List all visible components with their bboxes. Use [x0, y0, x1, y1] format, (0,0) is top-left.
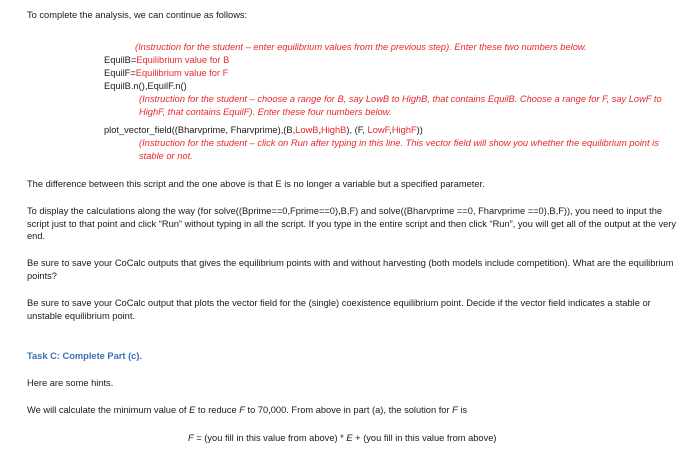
equilf-code: EquilF=: [104, 68, 136, 78]
paragraph-save-equilibrium: Be sure to save your CoCalc outputs that gives the equilibrium points with and without harvesting (both models include competition). What are the equilibrium points?: [27, 258, 674, 281]
paragraph-display-calculations: To display the calculations along the way (for solve((Bprime==0,Fprime==0),B,F) and solve((Bharvprime ==0, Fharvprime ==0),B,F)), you need to input the script just to that point and click “Run” without typing in all the script. If you type in the entire script and then click “Run”, you will get all of the output at the very end.: [27, 206, 677, 241]
instruction-choose-range: (Instruction for the student – choose a range for B, say LowB to HighB, that contains EquilB. Choose a range for F, say LowF to HighF, that contains EquilF). Enter these four numbers below.: [139, 94, 662, 117]
equilf-placeholder: Equilibrium value for F: [135, 68, 229, 78]
min-text-b: to reduce: [195, 405, 240, 415]
equil-n-line: EquilB.n(),EquilF.n(): [104, 81, 187, 91]
lowb-placeholder: LowB: [295, 125, 319, 135]
plot-code-part3: )): [416, 125, 423, 135]
min-text-c: to 70,000. From above in part (a), the solution for: [244, 405, 453, 415]
formula-variable-e: E: [346, 433, 353, 443]
paragraph-difference: The difference between this script and the one above is that E is no longer a variable but a specified parameter.: [27, 179, 485, 189]
equilb-line: [104, 54, 229, 67]
plot-code-comma1: ,: [318, 125, 322, 135]
formula-variable-f: F: [188, 433, 194, 443]
equilf-line: [104, 67, 228, 80]
instruction-enter-equilibrium: (Instruction for the student – enter equilibrium values from the previous step). Enter these two numbers below.: [135, 42, 587, 52]
formula-text-a: = (you fill in this value from above) *: [193, 433, 347, 443]
minimum-e-sentence: [27, 404, 467, 417]
variable-e: E: [189, 405, 196, 415]
instruction-click-run: (Instruction for the student – click on Run after typing in this line. This vector field will show you whether the equilibrium point is stable or not.: [139, 138, 659, 161]
formula-text-b: + (you fill in this value from above): [352, 433, 497, 443]
highb-placeholder: HighB: [321, 125, 347, 135]
hints-text: Here are some hints.: [27, 378, 114, 388]
highf-placeholder: HighF: [391, 125, 417, 135]
variable-f-2: F: [452, 405, 458, 415]
min-text-d: is: [457, 405, 468, 415]
equilb-placeholder: Equilibrium value for B: [136, 55, 230, 65]
plot-code-part2: ), (F,: [346, 125, 368, 135]
formula-line: [188, 432, 497, 445]
equilb-code: EquilB=: [104, 55, 137, 65]
plot-vector-field-line: [104, 124, 423, 137]
variable-f: F: [239, 405, 245, 415]
min-text-a: We will calculate the minimum value of: [27, 405, 190, 415]
plot-code-part1: plot_vector_field((Bharvprime, Fharvprime),(B,: [104, 125, 296, 135]
plot-code-comma2: ,: [389, 125, 392, 135]
paragraph-save-vector-field: Be sure to save your CoCalc output that plots the vector field for the (single) coexistence equilibrium point. Decide if the vector field indicates a stable or unstable equilibrium point.: [27, 298, 651, 321]
intro-text: To complete the analysis, we can continue as follows:: [27, 10, 248, 20]
task-c-heading: Task C: Complete Part (c).: [27, 351, 143, 361]
lowf-placeholder: LowF: [367, 125, 390, 135]
